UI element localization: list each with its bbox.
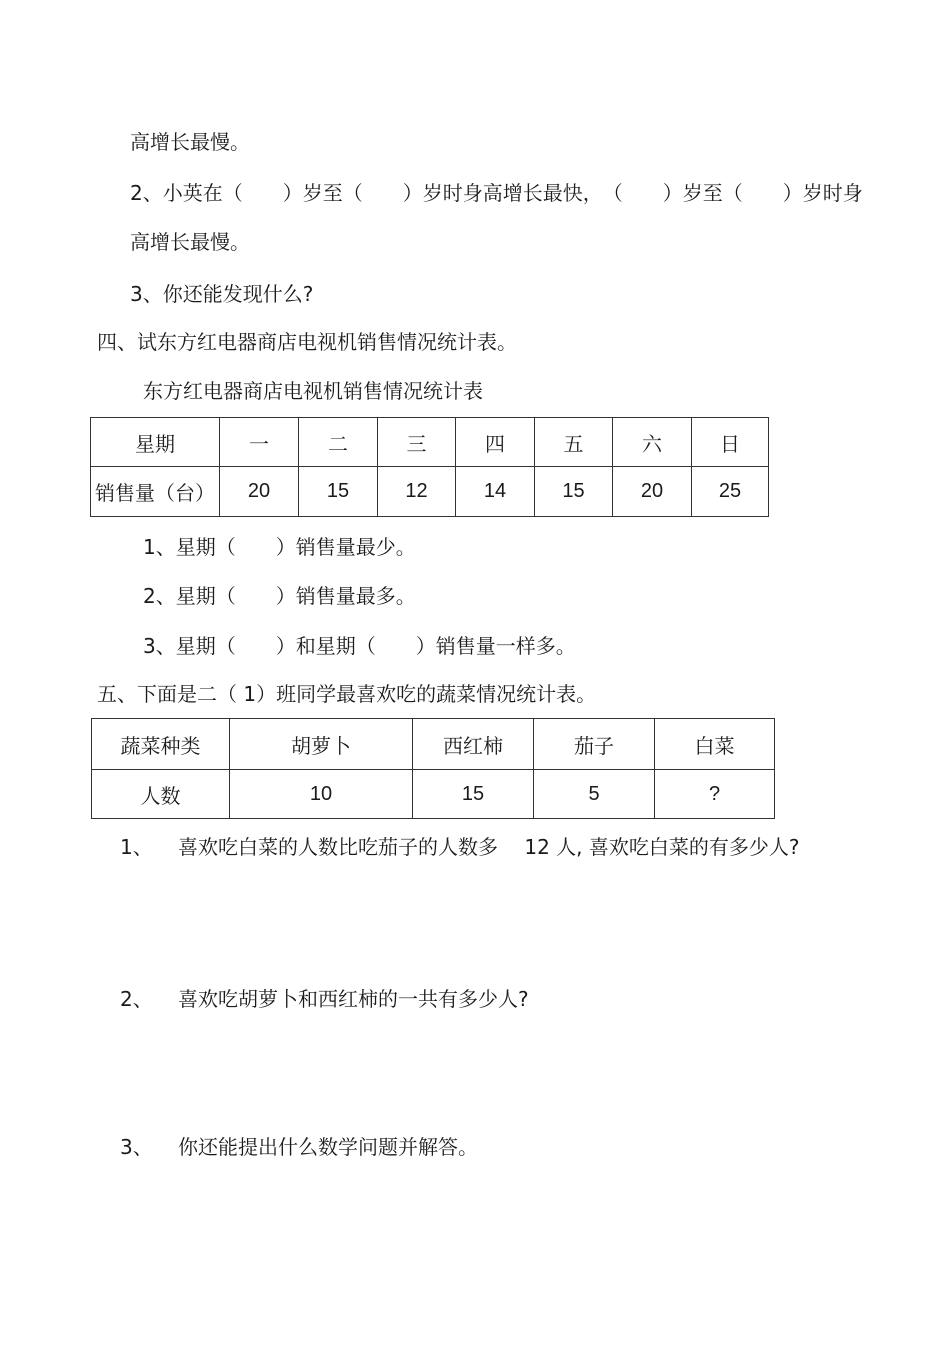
header-cell-day: 四 [456, 418, 535, 467]
header-cell-vegetable: 胡萝卜 [230, 719, 413, 770]
section5-question-1-number: 1、 [120, 835, 153, 859]
table-header-row [91, 418, 769, 467]
section5-question-1: 喜欢吃白菜的人数比吃茄子的人数多 12 人, 喜欢吃白菜的有多少人? [178, 835, 800, 859]
table-row [92, 770, 775, 819]
tv-sales-table [90, 417, 769, 517]
sales-cell: 20 [220, 467, 299, 517]
sales-cell: 14 [456, 467, 535, 517]
header-cell-day: 日 [692, 418, 769, 467]
table-header-row [92, 719, 775, 770]
count-cell: ? [655, 770, 775, 819]
header-cell-vegetable: 白菜 [655, 719, 775, 770]
section4-question-3: 3、星期（ ）和星期（ ）销售量一样多。 [143, 634, 576, 658]
section4-heading: 四、试东方红电器商店电视机销售情况统计表。 [97, 330, 517, 354]
section3-question-2-line1: 2、小英在（ ）岁至（ ）岁时身高增长最快， （ ）岁至（ ）岁时身 [130, 181, 863, 205]
section4-question-2: 2、星期（ ）销售量最多。 [143, 584, 416, 608]
header-cell-weekday: 星期 [91, 418, 220, 467]
row-label-sales: 销售量（台） [91, 467, 220, 517]
section3-question-2-line2: 高增长最慢。 [130, 230, 250, 254]
header-cell-day: 六 [613, 418, 692, 467]
section5-heading: 五、下面是二（ 1）班同学最喜欢吃的蔬菜情况统计表。 [97, 682, 597, 706]
header-cell-vegetable: 茄子 [534, 719, 655, 770]
header-cell-vegetable-type: 蔬菜种类 [92, 719, 230, 770]
sales-cell: 20 [613, 467, 692, 517]
section4-question-1: 1、星期（ ）销售量最少。 [143, 535, 416, 559]
section3-text-line: 高增长最慢。 [130, 130, 250, 154]
header-cell-day: 五 [535, 418, 613, 467]
section5-question-3: 你还能提出什么数学问题并解答。 [178, 1135, 478, 1159]
sales-cell: 15 [535, 467, 613, 517]
section4-table-title: 东方红电器商店电视机销售情况统计表 [143, 379, 483, 403]
header-cell-vegetable: 西红柿 [413, 719, 534, 770]
header-cell-day: 二 [299, 418, 378, 467]
count-cell: 15 [413, 770, 534, 819]
section5-question-2: 喜欢吃胡萝卜和西红柿的一共有多少人? [178, 987, 529, 1011]
count-cell: 5 [534, 770, 655, 819]
header-cell-day: 三 [378, 418, 456, 467]
section5-question-3-number: 3、 [120, 1135, 153, 1159]
sales-cell: 25 [692, 467, 769, 517]
vegetable-preference-table [91, 718, 775, 819]
sales-cell: 15 [299, 467, 378, 517]
header-cell-day: 一 [220, 418, 299, 467]
sales-cell: 12 [378, 467, 456, 517]
table-row [91, 467, 769, 517]
count-cell: 10 [230, 770, 413, 819]
section3-question-3: 3、你还能发现什么? [130, 282, 314, 306]
row-label-count: 人数 [92, 770, 230, 819]
section5-question-2-number: 2、 [120, 987, 153, 1011]
